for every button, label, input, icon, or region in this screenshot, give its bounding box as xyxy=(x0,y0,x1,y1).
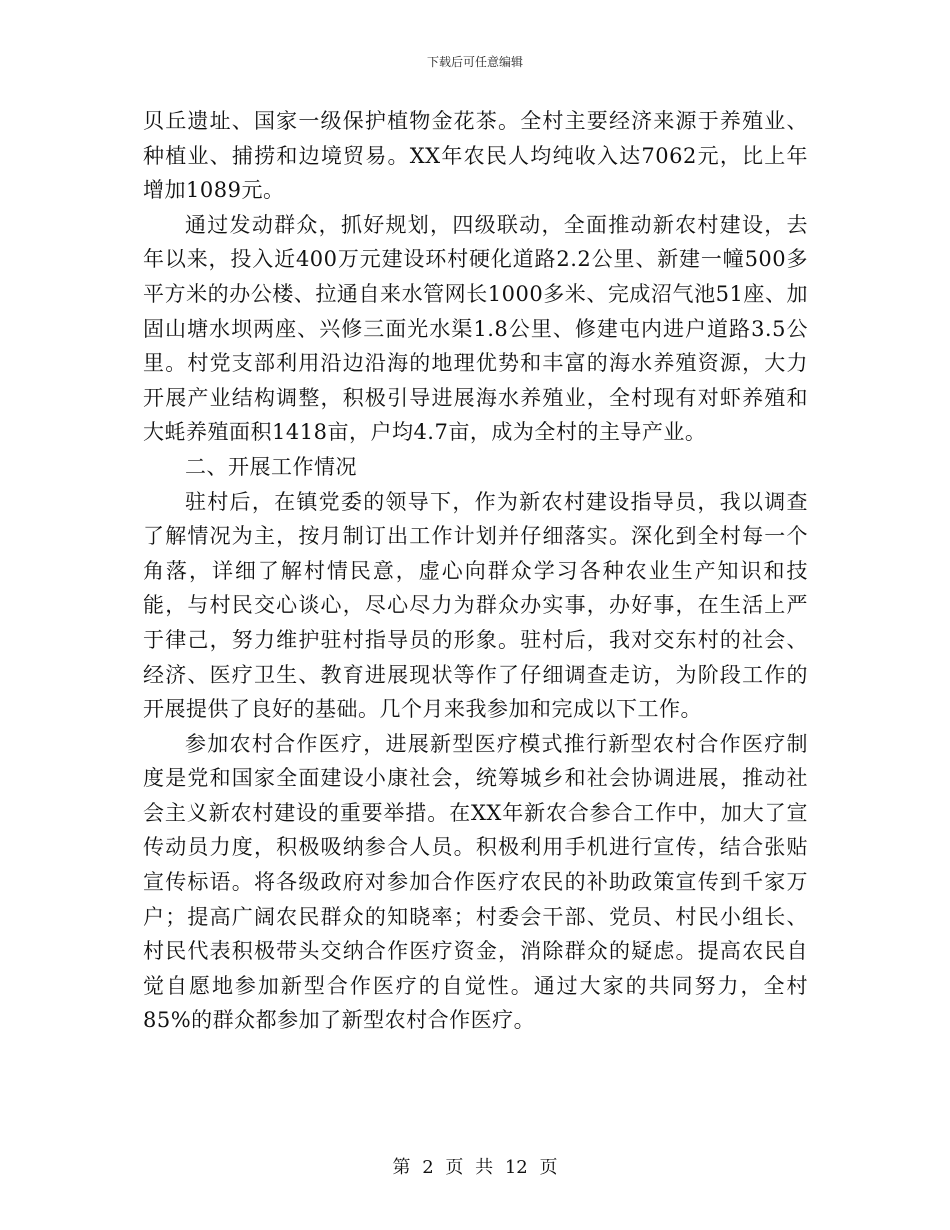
paragraph-construction: 通过发动群众，抓好规划，四级联动，全面推动新农村建设，去年以来，投入近400万元建设环村硬化道路2.2公里、新建一幢500多平方米的办公楼、拉通自来水管网长1000多米、完成沼气池51座、加固山塘水坝两座、兴修三面光水渠1.8公里、修建屯内进户道路3.5公里。村党支部利用沿边沿海的地理优势和丰富的海水养殖资源，大力开展产业结构调整，积极引导进展海水养殖业，全村现有对虾养殖和大蚝养殖面积1418亩，户均4.7亩，成为全村的主导产业。 xyxy=(143,212,808,445)
document-body xyxy=(143,104,808,1038)
paragraph-medical-cooperative: 参加农村合作医疗，进展新型医疗模式推行新型农村合作医疗制度是党和国家全面建设小康社会，统筹城乡和社会协调进展，推动社会主义新农村建设的重要举措。在XX年新农合参合工作中，加大了宣传动员力度，积极吸纳参合人员。积极利用手机进行宣传，结合张贴宣传标语。将各级政府对参加合作医疗农民的补助政策宣传到千家万户；提高广阔农民群众的知晓率；村委会干部、党员、村民小组长、村民代表积极带头交纳合作医疗资金，消除群众的疑虑。提高农民自觉自愿地参加新型合作医疗的自觉性。通过大家的共同努力，全村85%的群众都参加了新型农村合作医疗。 xyxy=(143,731,808,1033)
page-header-note: 下载后可任意编辑 xyxy=(426,55,523,69)
paragraph-continued: 贝丘遗址、国家一级保护植物金花茶。全村主要经济来源于养殖业、种植业、捕捞和边境贸易。XX年农民人均纯收入达7062元，比上年增加1089元。 xyxy=(143,109,808,203)
section-heading: 二、开展工作情况 xyxy=(185,454,357,479)
page-footer: 第 2 页 共 12 页 xyxy=(392,1157,558,1178)
paragraph-work-overview: 驻村后，在镇党委的领导下，作为新农村建设指导员，我以调查了解情况为主，按月制订出工作计划并仔细落实。深化到全村每一个角落，详细了解村情民意，虚心向群众学习各种农业生产知识和技能，与村民交心谈心，尽心尽力为群众办实事，办好事，在生活上严于律己，努力维护驻村指导员的形象。驻村后，我对交东村的社会、经济、医疗卫生、教育进展现状等作了仔细调查走访，为阶段工作的开展提供了良好的基础。几个月来我参加和完成以下工作。 xyxy=(143,489,808,722)
